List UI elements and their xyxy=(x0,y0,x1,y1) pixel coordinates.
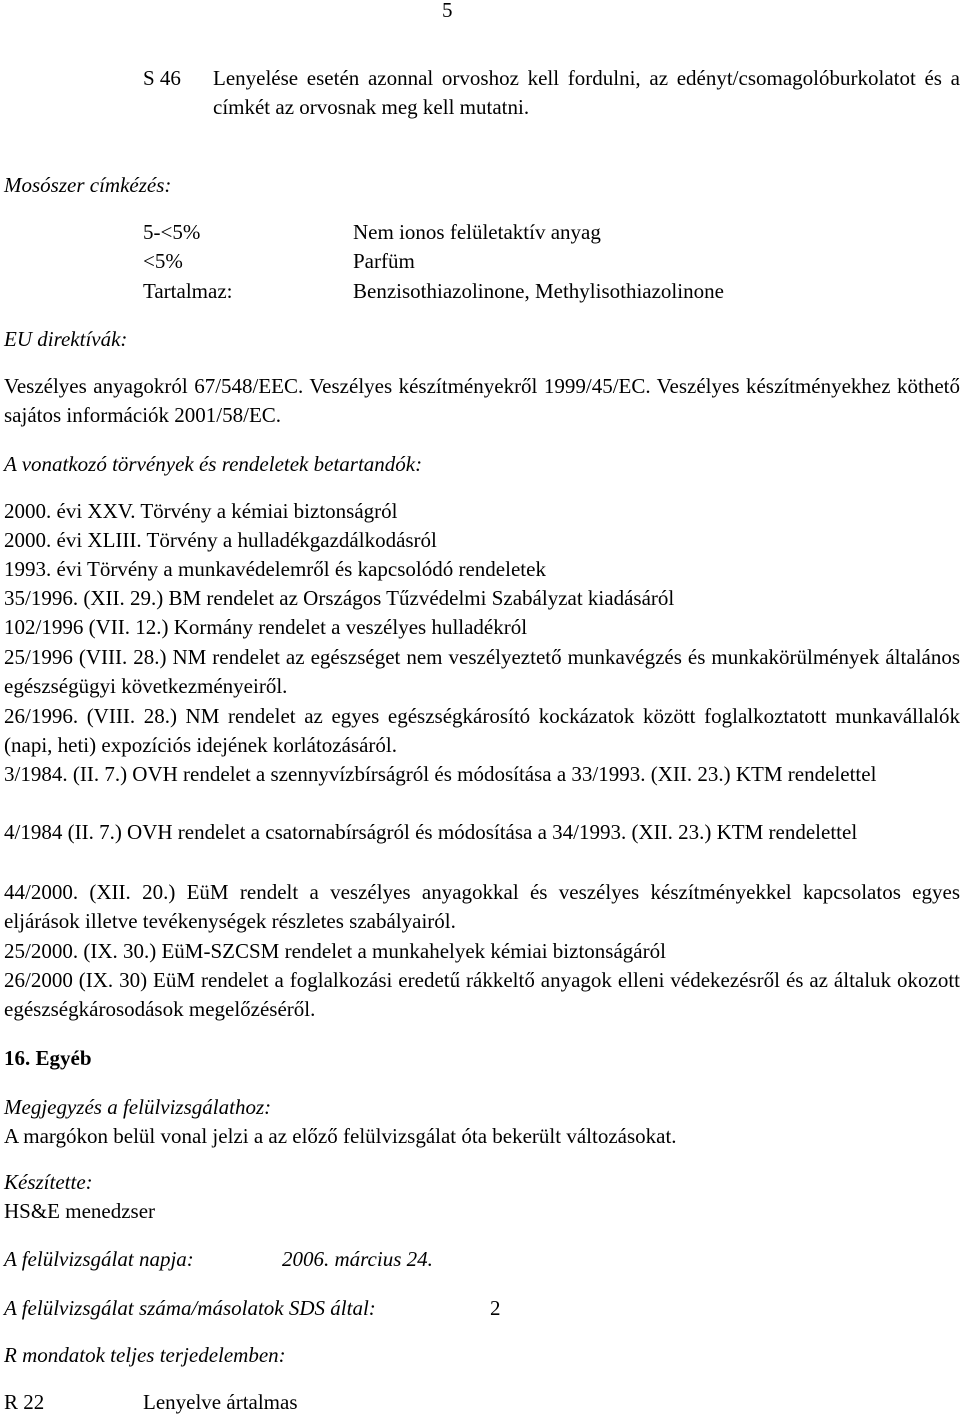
prepared-label: Készítette: xyxy=(4,1170,93,1194)
r-phrase-code: R 22 xyxy=(4,1390,45,1414)
r-phrases-label: R mondatok teljes terjedelemben: xyxy=(4,1343,286,1367)
labeling-row-left: 5-<5% xyxy=(143,220,201,244)
law-item: 25/1996 (VIII. 28.) NM rendelet az egészséget nem veszélyeztető munkavégzés és munkakörülmények általános egészségügyi következményeiről. xyxy=(4,645,960,698)
labeling-row-left: Tartalmaz: xyxy=(143,279,233,303)
labeling-row-right: Nem ionos felületaktív anyag xyxy=(353,220,601,244)
eu-text: Veszélyes anyagokról 67/548/EEC. Veszélyes készítményekről 1999/45/EC. Veszélyes készítményekhez köthető sajátos információk 2001/58/EC. xyxy=(4,374,960,427)
s-phrase-text: Lenyelése esetén azonnal orvoshoz kell fordulni, az edényt/csomagolóburkolatot és a címkét az orvosnak meg kell mutatni. xyxy=(213,66,960,119)
labeling-row-right: Parfüm xyxy=(353,249,415,273)
review-number-value: 2 xyxy=(490,1296,501,1320)
law-item: 26/2000 (IX. 30) EüM rendelet a foglalkozási eredetű rákkeltő anyagok elleni védekezésről és az általuk okozott egészségkárosodások megelőzéséről. xyxy=(4,968,960,1021)
note-label: Megjegyzés a felülvizsgálathoz: xyxy=(4,1095,272,1119)
eu-heading: EU direktívák: xyxy=(4,327,128,351)
laws-heading: A vonatkozó törvények és rendeletek betartandók: xyxy=(4,452,423,476)
law-item: 44/2000. (XII. 20.) EüM rendelt a veszélyes anyagokkal és veszélyes készítményekkel kapcsolatos egyes eljárások illetve tevékenységek részletes szabályairól. xyxy=(4,880,960,933)
note-text: A margókon belül vonal jelzi a az előző felülvizsgálat óta bekerült változásokat. xyxy=(4,1124,677,1148)
labeling-row-right: Benzisothiazolinone, Methylisothiazolinone xyxy=(353,279,724,303)
page-number: 5 xyxy=(442,0,453,22)
s-phrase-code: S 46 xyxy=(143,66,181,90)
law-item: 3/1984. (II. 7.) OVH rendelet a szennyvízbírságról és módosítása a 33/1993. (XII. 23.) KTM rendelettel xyxy=(4,762,877,786)
law-item: 26/1996. (VIII. 28.) NM rendelet az egyes egészségkárosító kockázatok között foglalkoztatott munkavállalók (napi, heti) expozíciós idejének korlátozásáról. xyxy=(4,704,960,757)
law-item: 2000. évi XLIII. Törvény a hulladékgazdálkodásról xyxy=(4,528,437,552)
review-number-label: A felülvizsgálat száma/másolatok SDS által: xyxy=(4,1296,376,1320)
law-item: 25/2000. (IX. 30.) EüM-SZCSM rendelet a munkahelyek kémiai biztonságáról xyxy=(4,939,666,963)
law-item: 35/1996. (XII. 29.) BM rendelet az Országos Tűzvédelmi Szabályzat kiadásáról xyxy=(4,586,675,610)
prepared-value: HS&E menedzser xyxy=(4,1199,156,1223)
review-date-label: A felülvizsgálat napja: xyxy=(4,1247,194,1271)
section-title: 16. Egyéb xyxy=(4,1046,92,1070)
law-item: 1993. évi Törvény a munkavédelemről és kapcsolódó rendeletek xyxy=(4,557,546,581)
labeling-heading: Mosószer címkézés: xyxy=(4,173,172,197)
labeling-row-left: <5% xyxy=(143,249,183,273)
review-date-value: 2006. március 24. xyxy=(282,1247,433,1271)
law-item: 102/1996 (VII. 12.) Kormány rendelet a veszélyes hulladékról xyxy=(4,615,528,639)
r-phrase-text: Lenyelve ártalmas xyxy=(143,1390,298,1414)
law-item: 2000. évi XXV. Törvény a kémiai biztonságról xyxy=(4,499,398,523)
law-item: 4/1984 (II. 7.) OVH rendelet a csatornabírságról és módosítása a 34/1993. (XII. 23.) KTM rendelettel xyxy=(4,820,858,844)
